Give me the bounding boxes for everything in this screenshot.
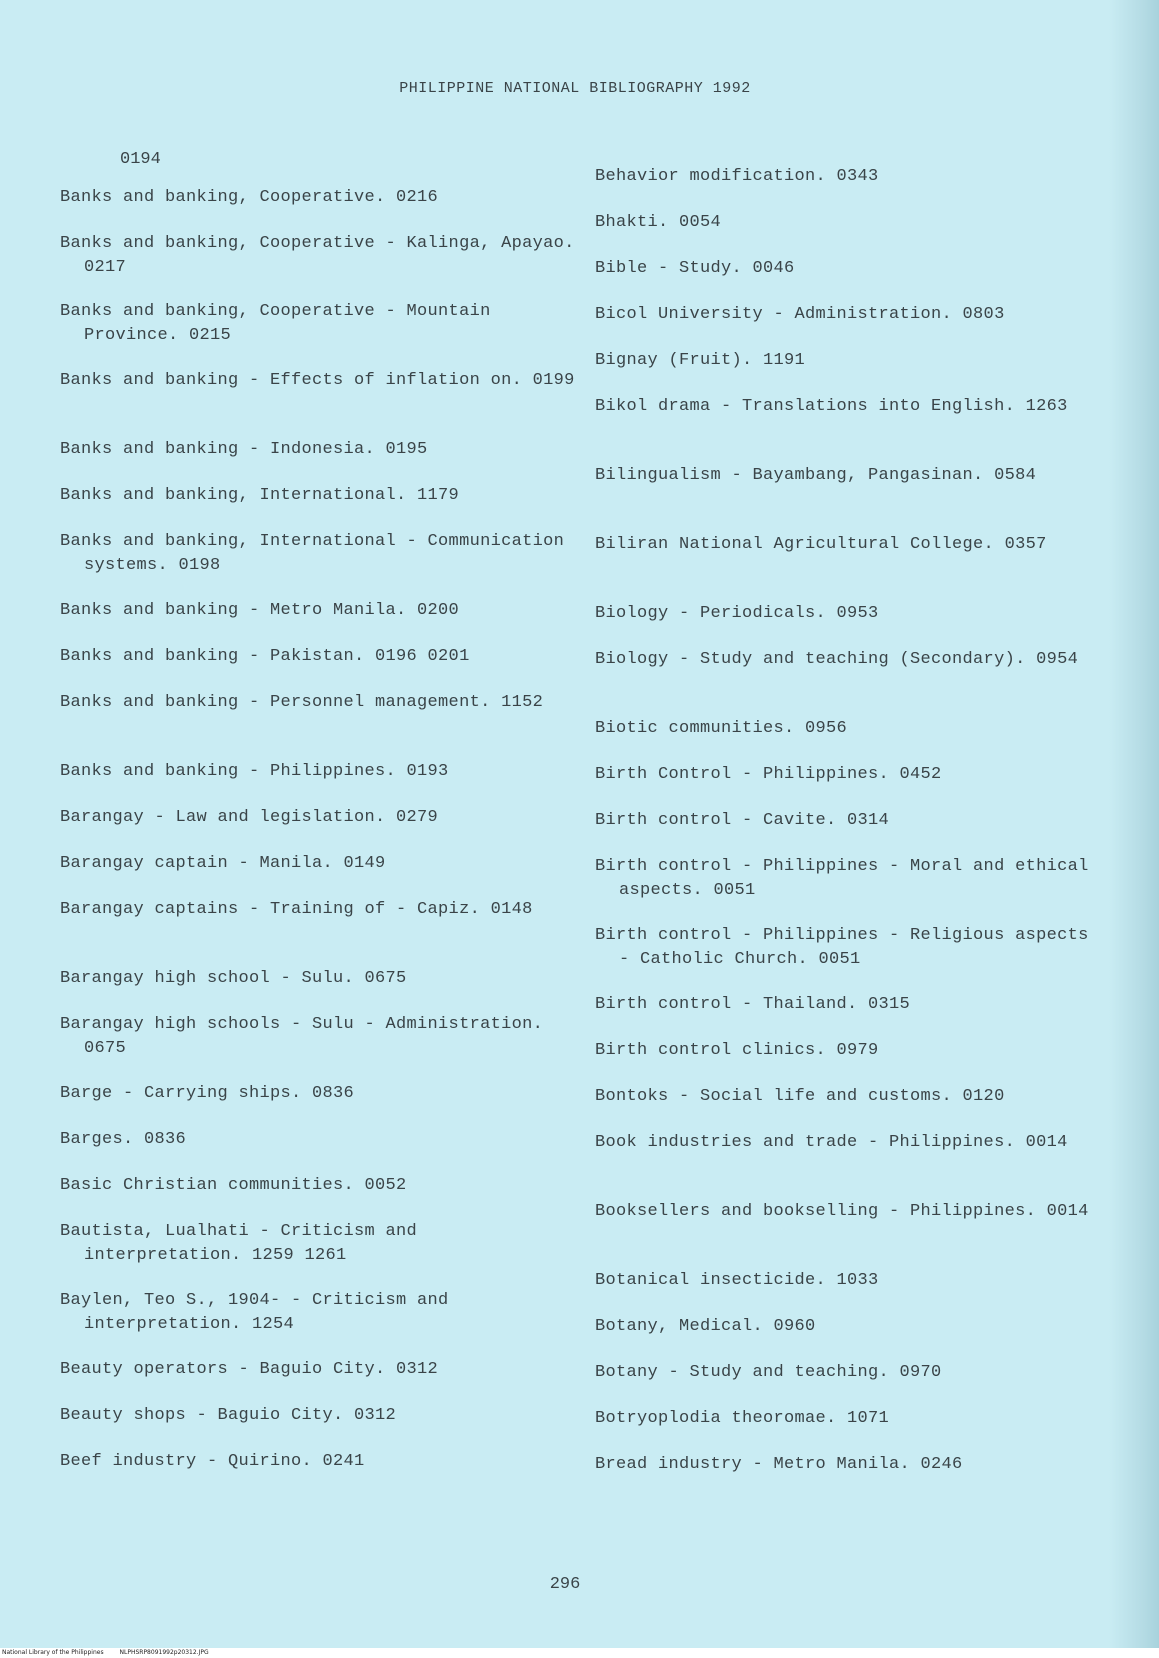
index-entry: Biliran National Agricultural College. 0357 [595,535,1047,554]
continued-entry-number: 0194 [120,150,161,169]
index-entry: Barangay - Law and legislation. 0279 [60,808,439,827]
index-entry: Barangay captain - Manila. 0149 [60,854,386,873]
index-entry: Bhakti. 0054 [595,213,722,232]
index-entry: Banks and banking - Personnel management. 1152 [60,693,544,712]
index-entry: Birth control - Philippines - Moral and ethical aspects. 0051 [595,857,1089,900]
index-entry: Barges. 0836 [60,1130,187,1149]
index-entry: Bignay (Fruit). 1191 [595,351,806,370]
index-entry: Birth control - Philippines - Religious aspects - Catholic Church. 0051 [595,926,1089,969]
index-entry: Botany, Medical. 0960 [595,1317,816,1336]
index-entry: Bontoks - Social life and customs. 0120 [595,1087,1005,1106]
index-entry: Banks and banking - Pakistan. 0196 0201 [60,647,470,666]
index-entry: Banks and banking, International. 1179 [60,486,460,505]
index-entry: Bicol University - Administration. 0803 [595,305,1005,324]
index-entry: Banks and banking, Cooperative. 0216 [60,188,439,207]
index-entry: Banks and banking - Effects of inflation on. 0199 [60,371,575,390]
index-entry: Birth Control - Philippines. 0452 [595,765,942,784]
index-entry: Bikol drama - Translations into English. 1263 [595,397,1068,416]
index-entry: Baylen, Teo S., 1904- - Criticism and interpretation. 1254 [60,1291,449,1334]
index-entry: Banks and banking, Cooperative - Mountain Province. 0215 [60,302,491,345]
index-entry: Birth control clinics. 0979 [595,1041,879,1060]
index-entry: Biology - Periodicals. 0953 [595,604,879,623]
index-entry: Banks and banking, Cooperative - Kalinga, Apayao. 0217 [60,234,575,277]
index-entry: Birth control - Thailand. 0315 [595,995,911,1014]
index-entry: Banks and banking - Indonesia. 0195 [60,440,428,459]
index-entry: Beef industry - Quirino. 0241 [60,1452,365,1471]
index-entry: Basic Christian communities. 0052 [60,1176,407,1195]
index-entry: Book industries and trade - Philippines. 0014 [595,1133,1068,1152]
index-entry: Booksellers and bookselling - Philippines. 0014 [595,1202,1089,1221]
page-number: 296 [549,1575,581,1594]
index-entry: Banks and banking - Metro Manila. 0200 [60,601,460,620]
page-edge-shadow [1109,0,1159,1658]
index-entry: Bilingualism - Bayambang, Pangasinan. 0584 [595,466,1037,485]
index-entry: Behavior modification. 0343 [595,167,879,186]
index-entry: Birth control - Cavite. 0314 [595,811,890,830]
index-entry: Barge - Carrying ships. 0836 [60,1084,355,1103]
index-entry: Barangay high schools - Sulu - Administration. 0675 [60,1015,544,1058]
index-entry: Bread industry - Metro Manila. 0246 [595,1455,963,1474]
index-entry: Botanical insecticide. 1033 [595,1271,879,1290]
index-entry: Barangay captains - Training of - Capiz. 0148 [60,900,533,919]
index-entry: Beauty operators - Baguio City. 0312 [60,1360,439,1379]
scan-credit-strip [0,1648,1159,1658]
index-entry: Bautista, Lualhati - Criticism and interpretation. 1259 1261 [60,1222,418,1265]
index-entry: Botany - Study and teaching. 0970 [595,1363,942,1382]
index-entry: Barangay high school - Sulu. 0675 [60,969,407,988]
index-entry: Beauty shops - Baguio City. 0312 [60,1406,397,1425]
index-entry: Biotic communities. 0956 [595,719,848,738]
library-credit: National Library of the Philippines [2,1649,104,1656]
index-entry: Banks and banking, International - Communication systems. 0198 [60,532,565,575]
scan-filename: NLPHSRP8091992p20312.JPG [119,1649,209,1656]
index-entry: Bible - Study. 0046 [595,259,795,278]
index-entry: Banks and banking - Philippines. 0193 [60,762,449,781]
page-header: PHILIPPINE NATIONAL BIBLIOGRAPHY 1992 [399,80,751,97]
index-entry: Botryoplodia theoromae. 1071 [595,1409,890,1428]
index-entry: Biology - Study and teaching (Secondary). 0954 [595,650,1079,669]
